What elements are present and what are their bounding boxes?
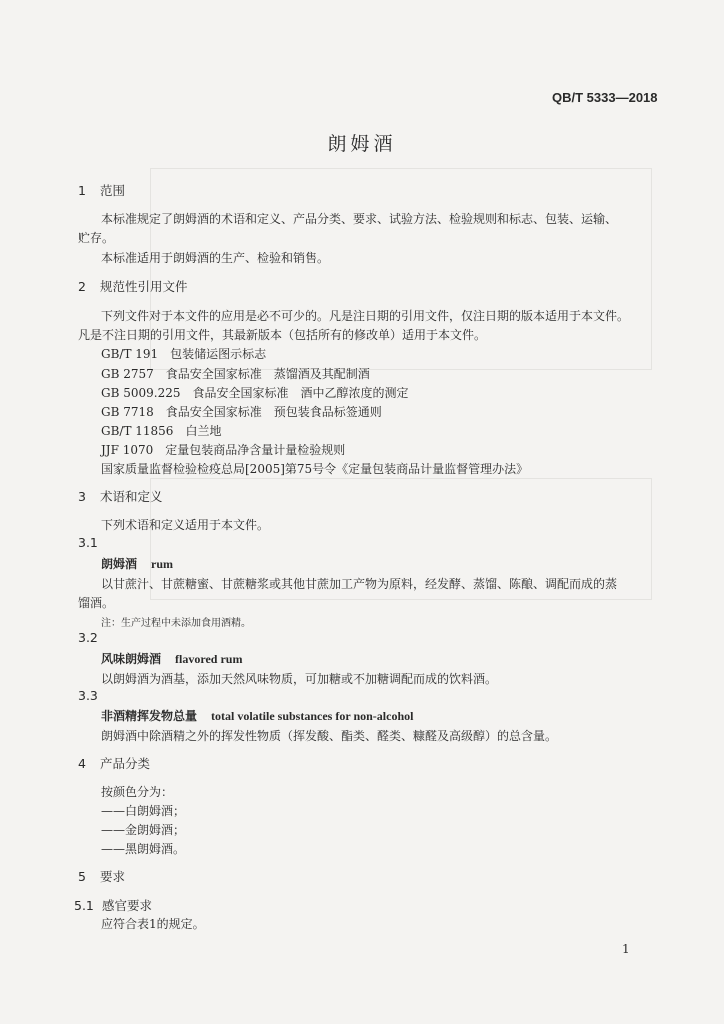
section-1-paragraph-2: 本标准适用于朗姆酒的生产、检验和销售。 (101, 251, 330, 265)
section-number: 3 (78, 489, 86, 504)
term-3-1-definition-b: 馏酒。 (78, 596, 115, 610)
term-3-3-definition: 朗姆酒中除酒精之外的挥发性物质（挥发酸、酯类、醛类、糠醛及高级醇）的总含量。 (101, 729, 558, 743)
reference-item: GB 5009.225 食品安全国家标准 酒中乙醇浓度的测定 (101, 386, 409, 400)
term-english: total volatile substances for non-alcohol (211, 709, 414, 723)
section-title: 范围 (100, 183, 126, 198)
reference-item: GB 7718 食品安全国家标准 预包装食品标签通则 (101, 405, 382, 419)
term-english: flavored rum (175, 652, 243, 666)
section-2-heading (78, 277, 188, 295)
term-chinese: 朗姆酒 (101, 557, 138, 571)
term-3-1-number: 3.1 (78, 535, 98, 550)
document-title: 朗姆酒 (327, 133, 397, 155)
section-4-heading (78, 754, 150, 772)
section-number: 4 (78, 756, 86, 771)
section-title: 规范性引用文件 (100, 279, 188, 294)
term-chinese: 非酒精挥发物总量 (101, 709, 198, 723)
section-1-paragraph-1a: 本标准规定了朗姆酒的术语和定义、产品分类、要求、试验方法、检验规则和标志、包装、运输、 (101, 212, 618, 226)
term-3-3-heading (101, 707, 413, 724)
section-1-heading (78, 181, 125, 199)
section-2-paragraph-1a: 下列文件对于本文件的应用是必不可少的。凡是注日期的引用文件，仅注日期的版本适用于本文件。 (101, 309, 630, 323)
reference-item: GB/T 11856 白兰地 (101, 424, 222, 438)
reference-item: 国家质量监督检验检疫总局[2005]第75号令《定量包装商品计量监督管理办法》 (101, 462, 529, 476)
category-item: ——白朗姆酒； (101, 804, 186, 818)
category-item: ——金朗姆酒； (101, 823, 186, 837)
category-item: ——黑朗姆酒。 (101, 842, 186, 856)
reference-item: GB/T 191 包装储运图示标志 (101, 347, 267, 361)
reference-item: JJF 1070 定量包装商品净含量计量检验规则 (101, 443, 346, 457)
section-3-heading (78, 487, 163, 505)
section-number: 2 (78, 279, 86, 294)
section-4-intro: 按颜色分为： (101, 785, 174, 799)
term-3-1-heading (101, 555, 173, 572)
subsection-5-1-heading (74, 896, 152, 914)
subsection-number: 5.1 (74, 898, 94, 913)
term-3-3-number: 3.3 (78, 688, 98, 703)
term-3-2-number: 3.2 (78, 630, 98, 645)
section-number: 5 (78, 869, 86, 884)
term-3-2-heading (101, 650, 242, 667)
section-title: 产品分类 (100, 756, 151, 771)
section-2-paragraph-1b: 凡是不注日期的引用文件，其最新版本（包括所有的修改单）适用于本文件。 (78, 328, 487, 342)
reference-item: GB 2757 食品安全国家标准 蒸馏酒及其配制酒 (101, 367, 370, 381)
term-3-1-note: 注：生产过程中未添加食用酒精。 (101, 618, 251, 629)
section-5-heading (78, 867, 125, 885)
section-1-paragraph-1b: 贮存。 (78, 231, 115, 245)
section-number: 1 (78, 183, 86, 198)
term-3-2-definition: 以朗姆酒为酒基，添加天然风味物质，可加糖或不加糖调配而成的饮料酒。 (101, 672, 498, 686)
subsection-5-1-text: 应符合表1的规定。 (101, 917, 205, 931)
page-number: 1 (622, 942, 630, 956)
term-chinese: 风味朗姆酒 (101, 652, 162, 666)
term-english: rum (151, 557, 174, 571)
section-title: 术语和定义 (100, 489, 163, 504)
section-3-intro: 下列术语和定义适用于本文件。 (101, 518, 270, 532)
subsection-title: 感官要求 (102, 898, 153, 913)
section-title: 要求 (100, 869, 126, 884)
term-3-1-definition-a: 以甘蔗汁、甘蔗糖蜜、甘蔗糖浆或其他甘蔗加工产物为原料，经发酵、蒸馏、陈酿、调配而成的蒸 (101, 577, 618, 591)
standard-code: QB/T 5333—2018 (552, 90, 658, 105)
